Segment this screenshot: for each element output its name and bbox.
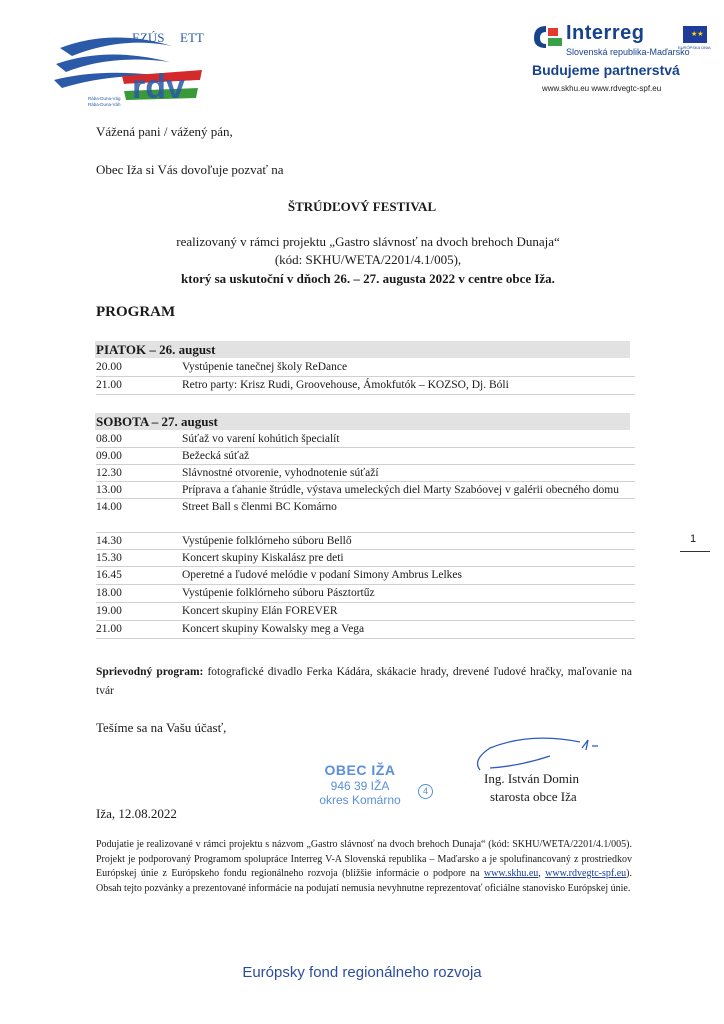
ett-text: ETT: [180, 30, 204, 45]
link-skhu[interactable]: www.skhu.eu: [483, 868, 539, 879]
stamp-line2: 946 39 IŽA: [330, 779, 390, 793]
project-footnote: [96, 838, 632, 896]
footnote-part2: ). Obsah tejto pozvánky a prezentované informácie na podujatí nemusia nevyhnutne reprezentovať oficiálne stanovisko Európskej únie.: [96, 868, 632, 894]
rdv-sub-line2: Rába-Duna-Váh: [88, 102, 121, 107]
row-divider: [96, 394, 635, 395]
accompanying-text: fotografické divadlo Ferka Kádára, skákacie hrady, drevené ľudové hračky, maľovanie na tvár: [96, 666, 633, 697]
accompanying-program: [96, 663, 632, 701]
schedule-row: [96, 567, 636, 585]
schedule-row: [96, 621, 636, 639]
eu-fund-footer: Európsky fond regionálneho rozvoja: [242, 964, 482, 981]
schedule-time: 16.45: [96, 569, 122, 581]
interreg-subtitle: Slovenská republika-Maďarsko: [566, 47, 690, 57]
interreg-websites: www.skhu.eu www.rdvegtc-spf.eu: [542, 84, 662, 93]
schedule-row: [96, 359, 636, 377]
schedule-description: Vystúpenie folklórneho súboru Pásztortűz: [182, 587, 375, 599]
date-place: Iža, 12.08.2022: [96, 806, 177, 821]
schedule-time: 15.30: [96, 552, 122, 564]
schedule-time: 09.00: [96, 450, 122, 462]
schedule-time: 19.00: [96, 605, 122, 617]
project-code-line: (kód: SKHU/WETA/2201/4.1/005),: [274, 252, 462, 267]
municipal-stamp: [300, 762, 420, 807]
day-header: PIATOK – 26. august: [95, 341, 630, 358]
accompanying-label: Sprievodný program:: [96, 666, 204, 678]
interreg-motto: Budujeme partnerstvá: [532, 62, 680, 78]
event-dates-line: ktorý sa uskutoční v dňoch 26. – 27. augusta 2022 v centre obce Iža.: [181, 271, 555, 286]
project-line: realizovaný v rámci projektu „Gastro slávnosť na dvoch brehoch Dunaja“: [176, 234, 560, 249]
rdv-brand: rdv: [132, 68, 185, 106]
schedule-description: Slávnostné otvorenie, vyhodnotenie súťaží: [182, 467, 379, 479]
schedule-time: 18.00: [96, 587, 122, 599]
schedule-description: Vystúpenie tanečnej školy ReDance: [182, 361, 348, 373]
signatory-name: Ing. István Domin: [484, 771, 579, 786]
signatory-role: starosta obce Iža: [490, 789, 577, 804]
schedule-time: 08.00: [96, 433, 122, 445]
stamp-line3: okres Komárno: [319, 793, 401, 807]
schedule-description: Bežecká súťaž: [182, 450, 250, 462]
schedule-time: 21.00: [96, 623, 122, 635]
schedule-description: Príprava a ťahanie štrúdle, výstava umeleckých diel Marty Szabóovej v galérii obecného domu: [182, 484, 619, 496]
program-title: PROGRAM: [96, 304, 176, 320]
schedule-time: 14.30: [96, 535, 122, 547]
interreg-logo: [520, 20, 710, 100]
schedule-time: 20.00: [96, 361, 122, 373]
schedule-description: Koncert skupiny Elán FOREVER: [182, 605, 338, 617]
rdv-swoosh-graphic: [52, 18, 212, 110]
schedule-description: Súťaž vo varení kohútich špecialít: [182, 433, 340, 445]
schedule-description: Koncert skupiny Kiskalász pre deti: [182, 552, 344, 564]
intro-line: Obec Iža si Vás dovoľuje pozvať na: [96, 162, 284, 177]
stamp-number: 4: [418, 784, 433, 799]
closing-line: Tešíme sa na Vašu účasť,: [96, 720, 227, 735]
schedule-time: 12.30: [96, 467, 122, 479]
stamp-line1: OBEC IŽA: [324, 762, 396, 778]
ezus-rdv-logo: [52, 18, 212, 110]
schedule-description: Vystúpenie folklórneho súboru Bellő: [182, 535, 352, 547]
schedule-row: [96, 499, 636, 533]
day-header: SOBOTA – 27. august: [95, 413, 630, 430]
schedule-description: Koncert skupiny Kowalsky meg a Vega: [182, 623, 365, 635]
page-number: 1: [690, 533, 697, 545]
schedule-row: [96, 431, 636, 448]
interreg-title: Interreg: [566, 22, 645, 44]
eu-label: EURÓPSKA ÚNIA: [678, 45, 711, 50]
schedule-row: [96, 377, 636, 395]
eu-flag-icon: ★★: [683, 26, 707, 43]
page-number-rule: [680, 551, 710, 552]
link-rdvegtc[interactable]: www.rdvegtc-spf.eu: [545, 868, 627, 879]
ezus-text: EZÚS: [132, 30, 165, 45]
footnote-part1: Podujatie je realizované v rámci projektu s názvom „Gastro slávnosť na dvoch brehoch Dunaja“ (kód: SKHU/WETA/2201/4.1/005). Projekt je podporovaný Programom spolupráce Interreg V-A Slovenská republika – Maďarsko a je spolufinancovaný z prostriedkov Európskej únie z Európskeho fondu regionálneho rozvoja (bližšie informácie o podpore na: [96, 839, 632, 879]
schedule-row: [96, 465, 636, 482]
schedule-row: [96, 482, 636, 499]
event-title: ŠTRÚDĽOVÝ FESTIVAL: [287, 199, 437, 214]
schedule-description: Retro party: Krisz Rudi, Groovehouse, Ámokfutók – KOZSO, Dj. Bóli: [182, 379, 509, 391]
schedule-row: [96, 448, 636, 465]
schedule-description: Street Ball s členmi BC Komárno: [182, 501, 337, 513]
row-divider: [96, 638, 635, 639]
schedule-row: [96, 533, 636, 550]
schedule-time: 21.00: [96, 379, 122, 391]
interreg-mark-icon: [532, 24, 564, 48]
schedule-row: [96, 585, 636, 603]
schedule-time: 13.00: [96, 484, 122, 496]
schedule-row: [96, 603, 636, 621]
salutation: Vážená pani / vážený pán,: [96, 124, 233, 139]
rdv-sub-line1: Rába-Duna-Vág: [88, 96, 121, 101]
schedule-row: [96, 550, 636, 567]
footnote-sep: ,: [538, 868, 546, 879]
schedule-description: Operetné a ľudové melódie v podaní Simony Ambrus Lelkes: [182, 569, 462, 581]
schedule-time: 14.00: [96, 501, 122, 513]
